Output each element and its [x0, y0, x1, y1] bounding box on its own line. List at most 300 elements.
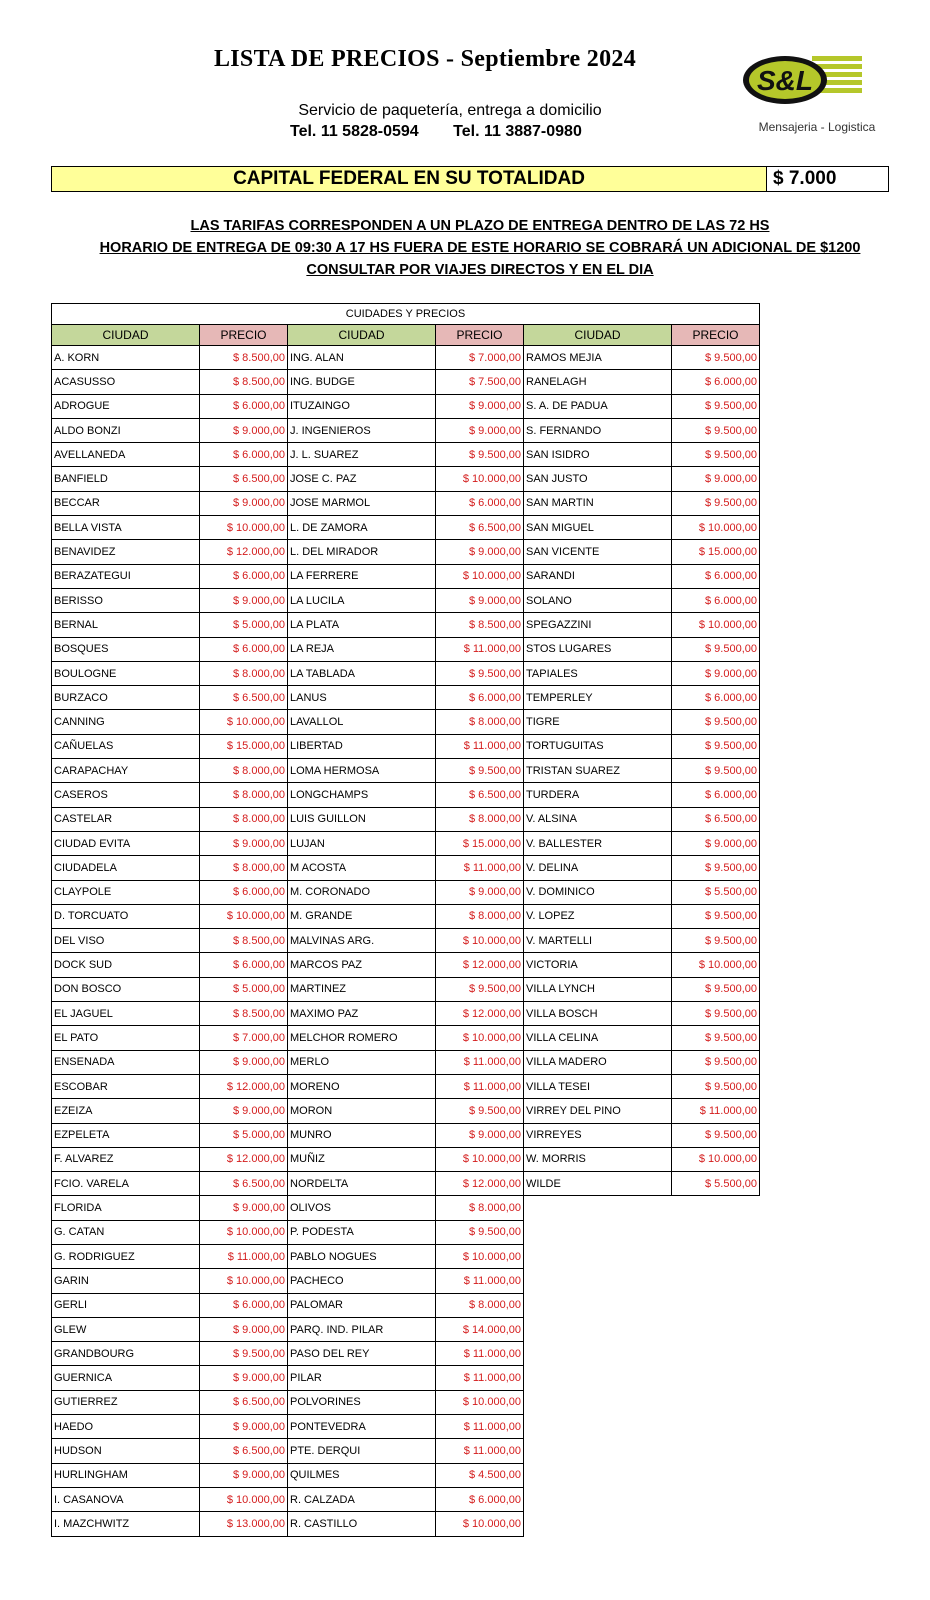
- city-cell: VILLA TESEI: [524, 1074, 672, 1098]
- city-cell: L. DEL MIRADOR: [288, 540, 436, 564]
- price-cell: $ 9.500,00: [672, 734, 760, 758]
- table-row: [52, 929, 760, 953]
- price-cell: $ 10.000,00: [200, 710, 288, 734]
- table-row: [52, 710, 760, 734]
- city-cell: V. MARTELLI: [524, 929, 672, 953]
- table-row: [52, 1123, 760, 1147]
- city-cell: VILLA CELINA: [524, 1026, 672, 1050]
- price-cell: $ 9.500,00: [436, 443, 524, 467]
- table-row: [52, 370, 760, 394]
- price-cell: $ 9.000,00: [200, 1050, 288, 1074]
- price-cell: $ 10.000,00: [436, 467, 524, 491]
- price-cell: $ 9.000,00: [672, 831, 760, 855]
- city-cell: EL PATO: [52, 1026, 200, 1050]
- price-cell: $ 11.000,00: [436, 1366, 524, 1390]
- price-cell: $ 10.000,00: [436, 564, 524, 588]
- price-cell: $ 9.500,00: [672, 759, 760, 783]
- price-cell: $ 9.000,00: [200, 418, 288, 442]
- price-cell: $ 8.000,00: [200, 807, 288, 831]
- empty-cell: [672, 1439, 760, 1463]
- price-cell: $ 9.000,00: [436, 1123, 524, 1147]
- table-row: [52, 1439, 760, 1463]
- price-cell: $ 12.000,00: [436, 1002, 524, 1026]
- table-row: [52, 953, 760, 977]
- column-header-price: PRECIO: [436, 325, 524, 346]
- city-cell: TIGRE: [524, 710, 672, 734]
- logo-text: S&L: [757, 65, 813, 96]
- city-cell: S. A. DE PADUA: [524, 394, 672, 418]
- city-cell: GRANDBOURG: [52, 1342, 200, 1366]
- city-cell: CLAYPOLE: [52, 880, 200, 904]
- table-row: [52, 613, 760, 637]
- table-caption: CUIDADES Y PRECIOS: [52, 304, 760, 325]
- price-cell: $ 6.000,00: [200, 394, 288, 418]
- capital-label: CAPITAL FEDERAL EN SU TOTALIDAD: [52, 167, 767, 191]
- price-cell: $ 8.000,00: [436, 1293, 524, 1317]
- empty-cell: [524, 1317, 672, 1341]
- table-row: [52, 564, 760, 588]
- price-cell: $ 6.000,00: [436, 1487, 524, 1511]
- price-cell: $ 10.000,00: [200, 1487, 288, 1511]
- table-row: [52, 637, 760, 661]
- price-cell: $ 14.000,00: [436, 1317, 524, 1341]
- price-cell: $ 9.500,00: [436, 661, 524, 685]
- city-cell: SAN MIGUEL: [524, 516, 672, 540]
- city-cell: ING. ALAN: [288, 346, 436, 370]
- column-header-city: CIUDAD: [288, 325, 436, 346]
- price-cell: $ 6.000,00: [200, 880, 288, 904]
- empty-cell: [524, 1269, 672, 1293]
- empty-cell: [672, 1366, 760, 1390]
- price-cell: $ 12.000,00: [436, 1172, 524, 1196]
- price-cell: $ 11.000,00: [436, 637, 524, 661]
- price-cell: $ 10.000,00: [200, 516, 288, 540]
- city-cell: TEMPERLEY: [524, 686, 672, 710]
- price-cell: $ 10.000,00: [436, 929, 524, 953]
- price-cell: $ 9.500,00: [672, 1002, 760, 1026]
- city-cell: MAXIMO PAZ: [288, 1002, 436, 1026]
- city-cell: JOSE C. PAZ: [288, 467, 436, 491]
- price-cell: $ 10.000,00: [200, 1269, 288, 1293]
- note-line: HORARIO DE ENTREGA DE 09:30 A 17 HS FUERA DE ESTE HORARIO SE COBRARÁ UN ADICIONAL DE $1200: [99, 240, 861, 256]
- price-cell: $ 7.000,00: [200, 1026, 288, 1050]
- city-cell: LUIS GUILLON: [288, 807, 436, 831]
- price-cell: $ 9.500,00: [672, 418, 760, 442]
- table-row: [52, 346, 760, 370]
- table-row: [52, 588, 760, 612]
- city-cell: MALVINAS ARG.: [288, 929, 436, 953]
- city-cell: NORDELTA: [288, 1172, 436, 1196]
- city-cell: ACASUSSO: [52, 370, 200, 394]
- city-cell: R. CALZADA: [288, 1487, 436, 1511]
- city-cell: D. TORCUATO: [52, 904, 200, 928]
- price-cell: $ 9.000,00: [436, 880, 524, 904]
- city-cell: TURDERA: [524, 783, 672, 807]
- city-cell: G. RODRIGUEZ: [52, 1244, 200, 1268]
- price-cell: $ 10.000,00: [672, 1147, 760, 1171]
- city-cell: MERLO: [288, 1050, 436, 1074]
- city-cell: VILLA MADERO: [524, 1050, 672, 1074]
- city-cell: GUERNICA: [52, 1366, 200, 1390]
- table-row: [52, 1050, 760, 1074]
- table-row: [52, 686, 760, 710]
- city-cell: HUDSON: [52, 1439, 200, 1463]
- city-cell: GERLI: [52, 1293, 200, 1317]
- empty-cell: [672, 1196, 760, 1220]
- price-cell: $ 6.000,00: [436, 491, 524, 515]
- price-cell: $ 6.000,00: [672, 686, 760, 710]
- empty-cell: [672, 1269, 760, 1293]
- price-cell: $ 6.000,00: [200, 1293, 288, 1317]
- table-row: [52, 759, 760, 783]
- price-cell: $ 9.500,00: [672, 856, 760, 880]
- table-row: [52, 807, 760, 831]
- city-cell: EZPELETA: [52, 1123, 200, 1147]
- price-cell: $ 11.000,00: [200, 1244, 288, 1268]
- city-cell: VIRREY DEL PINO: [524, 1099, 672, 1123]
- phone-numbers: [290, 123, 612, 141]
- empty-cell: [524, 1415, 672, 1439]
- city-cell: BECCAR: [52, 491, 200, 515]
- price-cell: $ 6.500,00: [436, 783, 524, 807]
- table-row: [52, 661, 760, 685]
- empty-cell: [524, 1220, 672, 1244]
- table-row: [52, 783, 760, 807]
- city-cell: BOULOGNE: [52, 661, 200, 685]
- price-cell: $ 9.000,00: [200, 1317, 288, 1341]
- phone-1: Tel. 11 5828-0594: [290, 123, 419, 140]
- price-cell: $ 11.000,00: [436, 1269, 524, 1293]
- city-cell: CAÑUELAS: [52, 734, 200, 758]
- city-cell: FLORIDA: [52, 1196, 200, 1220]
- city-cell: EL JAGUEL: [52, 1002, 200, 1026]
- price-cell: $ 9.000,00: [200, 1099, 288, 1123]
- city-cell: LA PLATA: [288, 613, 436, 637]
- city-cell: LA LUCILA: [288, 588, 436, 612]
- price-cell: $ 9.500,00: [672, 977, 760, 1001]
- price-cell: $ 9.500,00: [672, 637, 760, 661]
- price-cell: $ 6.500,00: [200, 1390, 288, 1414]
- table-row: [52, 1002, 760, 1026]
- city-cell: LUJAN: [288, 831, 436, 855]
- price-cell: $ 11.000,00: [436, 1074, 524, 1098]
- price-cell: $ 6.000,00: [436, 686, 524, 710]
- table-row: [52, 856, 760, 880]
- table-row: [52, 467, 760, 491]
- city-cell: R. CASTILLO: [288, 1512, 436, 1536]
- price-cell: $ 9.000,00: [436, 394, 524, 418]
- price-cell: $ 8.000,00: [436, 710, 524, 734]
- city-cell: V. LOPEZ: [524, 904, 672, 928]
- city-cell: OLIVOS: [288, 1196, 436, 1220]
- city-cell: TAPIALES: [524, 661, 672, 685]
- table-row: [52, 1463, 760, 1487]
- city-cell: BURZACO: [52, 686, 200, 710]
- price-cell: $ 8.500,00: [200, 1002, 288, 1026]
- price-cell: $ 6.000,00: [672, 564, 760, 588]
- city-cell: HAEDO: [52, 1415, 200, 1439]
- city-cell: I. CASANOVA: [52, 1487, 200, 1511]
- city-cell: LANUS: [288, 686, 436, 710]
- city-cell: MUNRO: [288, 1123, 436, 1147]
- city-cell: LA FERRERE: [288, 564, 436, 588]
- table-row: [52, 540, 760, 564]
- price-cell: $ 9.500,00: [436, 1220, 524, 1244]
- price-cell: $ 11.000,00: [436, 1342, 524, 1366]
- price-cell: $ 7.500,00: [436, 370, 524, 394]
- table-row: [52, 443, 760, 467]
- price-table: [51, 303, 760, 1537]
- price-cell: $ 9.500,00: [672, 394, 760, 418]
- city-cell: WILDE: [524, 1172, 672, 1196]
- city-cell: ING. BUDGE: [288, 370, 436, 394]
- city-cell: W. MORRIS: [524, 1147, 672, 1171]
- city-cell: DON BOSCO: [52, 977, 200, 1001]
- city-cell: LA REJA: [288, 637, 436, 661]
- empty-cell: [672, 1390, 760, 1414]
- price-cell: $ 8.500,00: [200, 929, 288, 953]
- empty-cell: [672, 1220, 760, 1244]
- empty-cell: [672, 1463, 760, 1487]
- city-cell: AVELLANEDA: [52, 443, 200, 467]
- city-cell: STOS LUGARES: [524, 637, 672, 661]
- city-cell: BENAVIDEZ: [52, 540, 200, 564]
- table-row: [52, 1026, 760, 1050]
- column-header-city: CIUDAD: [52, 325, 200, 346]
- column-header-price: PRECIO: [672, 325, 760, 346]
- city-cell: VICTORIA: [524, 953, 672, 977]
- city-cell: M. GRANDE: [288, 904, 436, 928]
- price-cell: $ 6.000,00: [200, 637, 288, 661]
- price-cell: $ 9.000,00: [200, 831, 288, 855]
- price-cell: $ 9.000,00: [200, 491, 288, 515]
- empty-cell: [524, 1390, 672, 1414]
- empty-cell: [524, 1439, 672, 1463]
- column-header-city: CIUDAD: [524, 325, 672, 346]
- price-cell: $ 5.500,00: [672, 880, 760, 904]
- city-cell: PARQ. IND. PILAR: [288, 1317, 436, 1341]
- price-cell: $ 9.500,00: [672, 1026, 760, 1050]
- city-cell: SAN MARTIN: [524, 491, 672, 515]
- price-cell: $ 8.000,00: [436, 1196, 524, 1220]
- table-row: [52, 1415, 760, 1439]
- price-cell: $ 10.000,00: [436, 1147, 524, 1171]
- city-cell: RAMOS MEJIA: [524, 346, 672, 370]
- price-cell: $ 6.500,00: [200, 1172, 288, 1196]
- city-cell: VILLA LYNCH: [524, 977, 672, 1001]
- empty-cell: [524, 1366, 672, 1390]
- city-cell: CIUDADELA: [52, 856, 200, 880]
- price-cell: $ 15.000,00: [436, 831, 524, 855]
- city-cell: ADROGUE: [52, 394, 200, 418]
- price-cell: $ 9.500,00: [436, 1099, 524, 1123]
- city-cell: MARTINEZ: [288, 977, 436, 1001]
- note-line: LAS TARIFAS CORRESPONDEN A UN PLAZO DE ENTREGA DENTRO DE LAS 72 HS: [190, 218, 770, 234]
- price-cell: $ 9.000,00: [672, 467, 760, 491]
- price-cell: $ 10.000,00: [436, 1026, 524, 1050]
- price-cell: $ 6.500,00: [200, 686, 288, 710]
- city-cell: SOLANO: [524, 588, 672, 612]
- city-cell: BANFIELD: [52, 467, 200, 491]
- price-cell: $ 9.000,00: [436, 588, 524, 612]
- price-cell: $ 11.000,00: [672, 1099, 760, 1123]
- empty-cell: [672, 1487, 760, 1511]
- city-cell: M ACOSTA: [288, 856, 436, 880]
- city-cell: PACHECO: [288, 1269, 436, 1293]
- price-cell: $ 9.500,00: [672, 710, 760, 734]
- city-cell: BELLA VISTA: [52, 516, 200, 540]
- price-cell: $ 9.000,00: [200, 1415, 288, 1439]
- empty-cell: [672, 1342, 760, 1366]
- price-cell: $ 12.000,00: [200, 1147, 288, 1171]
- price-cell: $ 9.500,00: [436, 977, 524, 1001]
- price-cell: $ 8.000,00: [200, 759, 288, 783]
- capital-price: $ 7.000: [773, 168, 837, 189]
- city-cell: V. DOMINICO: [524, 880, 672, 904]
- price-cell: $ 5.000,00: [200, 613, 288, 637]
- table-row: [52, 1512, 760, 1536]
- city-cell: BERNAL: [52, 613, 200, 637]
- city-cell: CASTELAR: [52, 807, 200, 831]
- city-cell: GUTIERREZ: [52, 1390, 200, 1414]
- city-cell: MORENO: [288, 1074, 436, 1098]
- table-row: [52, 491, 760, 515]
- logo-tagline: Mensajeria - Logistica: [758, 120, 876, 134]
- table-row: [52, 1099, 760, 1123]
- price-cell: $ 11.000,00: [436, 734, 524, 758]
- empty-cell: [672, 1415, 760, 1439]
- price-cell: $ 6.500,00: [200, 467, 288, 491]
- price-cell: $ 8.000,00: [200, 661, 288, 685]
- city-cell: ESCOBAR: [52, 1074, 200, 1098]
- city-cell: SAN ISIDRO: [524, 443, 672, 467]
- table-row: [52, 880, 760, 904]
- table-row: [52, 1244, 760, 1268]
- price-cell: $ 8.500,00: [200, 346, 288, 370]
- city-cell: FCIO. VARELA: [52, 1172, 200, 1196]
- price-cell: $ 5.500,00: [672, 1172, 760, 1196]
- price-cell: $ 6.000,00: [672, 783, 760, 807]
- service-subtitle: Servicio de paquetería, entrega a domicilio: [298, 102, 602, 119]
- price-cell: $ 15.000,00: [672, 540, 760, 564]
- price-cell: $ 15.000,00: [200, 734, 288, 758]
- table-row: [52, 1196, 760, 1220]
- city-cell: J. INGENIEROS: [288, 418, 436, 442]
- city-cell: CARAPACHAY: [52, 759, 200, 783]
- table-row: [52, 1074, 760, 1098]
- price-cell: $ 7.000,00: [436, 346, 524, 370]
- table-row: [52, 1317, 760, 1341]
- city-cell: PONTEVEDRA: [288, 1415, 436, 1439]
- price-cell: $ 6.000,00: [200, 443, 288, 467]
- city-cell: MORON: [288, 1099, 436, 1123]
- price-cell: $ 8.500,00: [436, 613, 524, 637]
- city-cell: BOSQUES: [52, 637, 200, 661]
- empty-cell: [524, 1487, 672, 1511]
- city-cell: BERISSO: [52, 588, 200, 612]
- price-cell: $ 6.000,00: [672, 370, 760, 394]
- city-cell: F. ALVAREZ: [52, 1147, 200, 1171]
- empty-cell: [524, 1244, 672, 1268]
- price-cell: $ 6.000,00: [200, 564, 288, 588]
- price-cell: $ 8.000,00: [200, 783, 288, 807]
- city-cell: PALOMAR: [288, 1293, 436, 1317]
- city-cell: SARANDI: [524, 564, 672, 588]
- price-cell: $ 6.000,00: [200, 953, 288, 977]
- empty-cell: [672, 1317, 760, 1341]
- price-cell: $ 9.500,00: [672, 904, 760, 928]
- table-row: [52, 418, 760, 442]
- city-cell: PTE. DERQUI: [288, 1439, 436, 1463]
- price-cell: $ 9.500,00: [436, 759, 524, 783]
- capital-federal-box: [51, 166, 889, 192]
- city-cell: POLVORINES: [288, 1390, 436, 1414]
- price-cell: $ 9.000,00: [672, 661, 760, 685]
- city-cell: PILAR: [288, 1366, 436, 1390]
- city-cell: S. FERNANDO: [524, 418, 672, 442]
- price-cell: $ 9.000,00: [200, 1463, 288, 1487]
- city-cell: P. PODESTA: [288, 1220, 436, 1244]
- table-row: [52, 1172, 760, 1196]
- price-cell: $ 9.500,00: [672, 346, 760, 370]
- price-cell: $ 11.000,00: [436, 1439, 524, 1463]
- price-cell: $ 9.500,00: [672, 1123, 760, 1147]
- price-cell: $ 12.000,00: [436, 953, 524, 977]
- city-cell: PASO DEL REY: [288, 1342, 436, 1366]
- city-cell: SAN VICENTE: [524, 540, 672, 564]
- city-cell: PABLO NOGUES: [288, 1244, 436, 1268]
- note-line: CONSULTAR POR VIAJES DIRECTOS Y EN EL DIA: [306, 262, 654, 278]
- city-cell: MELCHOR ROMERO: [288, 1026, 436, 1050]
- delivery-notes: [0, 215, 930, 281]
- city-cell: V. BALLESTER: [524, 831, 672, 855]
- price-cell: $ 9.500,00: [672, 1074, 760, 1098]
- city-cell: HURLINGHAM: [52, 1463, 200, 1487]
- price-cell: $ 9.500,00: [672, 1050, 760, 1074]
- empty-cell: [672, 1293, 760, 1317]
- city-cell: EZEIZA: [52, 1099, 200, 1123]
- city-cell: VIRREYES: [524, 1123, 672, 1147]
- city-cell: ALDO BONZI: [52, 418, 200, 442]
- price-cell: $ 8.000,00: [436, 904, 524, 928]
- price-cell: $ 8.500,00: [200, 370, 288, 394]
- city-cell: CIUDAD EVITA: [52, 831, 200, 855]
- table-row: [52, 734, 760, 758]
- price-cell: $ 8.000,00: [200, 856, 288, 880]
- price-cell: $ 9.000,00: [436, 418, 524, 442]
- empty-cell: [524, 1463, 672, 1487]
- price-cell: $ 9.000,00: [200, 588, 288, 612]
- price-cell: $ 10.000,00: [436, 1390, 524, 1414]
- city-cell: DOCK SUD: [52, 953, 200, 977]
- city-cell: MUÑIZ: [288, 1147, 436, 1171]
- table-row: [52, 1342, 760, 1366]
- city-cell: GARIN: [52, 1269, 200, 1293]
- city-cell: MARCOS PAZ: [288, 953, 436, 977]
- city-cell: QUILMES: [288, 1463, 436, 1487]
- table-row: [52, 1366, 760, 1390]
- city-cell: TRISTAN SUAREZ: [524, 759, 672, 783]
- price-cell: $ 10.000,00: [672, 953, 760, 977]
- column-header-price: PRECIO: [200, 325, 288, 346]
- city-cell: VILLA BOSCH: [524, 1002, 672, 1026]
- price-cell: $ 12.000,00: [200, 540, 288, 564]
- empty-cell: [524, 1512, 672, 1536]
- price-cell: $ 6.500,00: [672, 807, 760, 831]
- city-cell: LONGCHAMPS: [288, 783, 436, 807]
- price-cell: $ 10.000,00: [436, 1244, 524, 1268]
- price-cell: $ 12.000,00: [200, 1074, 288, 1098]
